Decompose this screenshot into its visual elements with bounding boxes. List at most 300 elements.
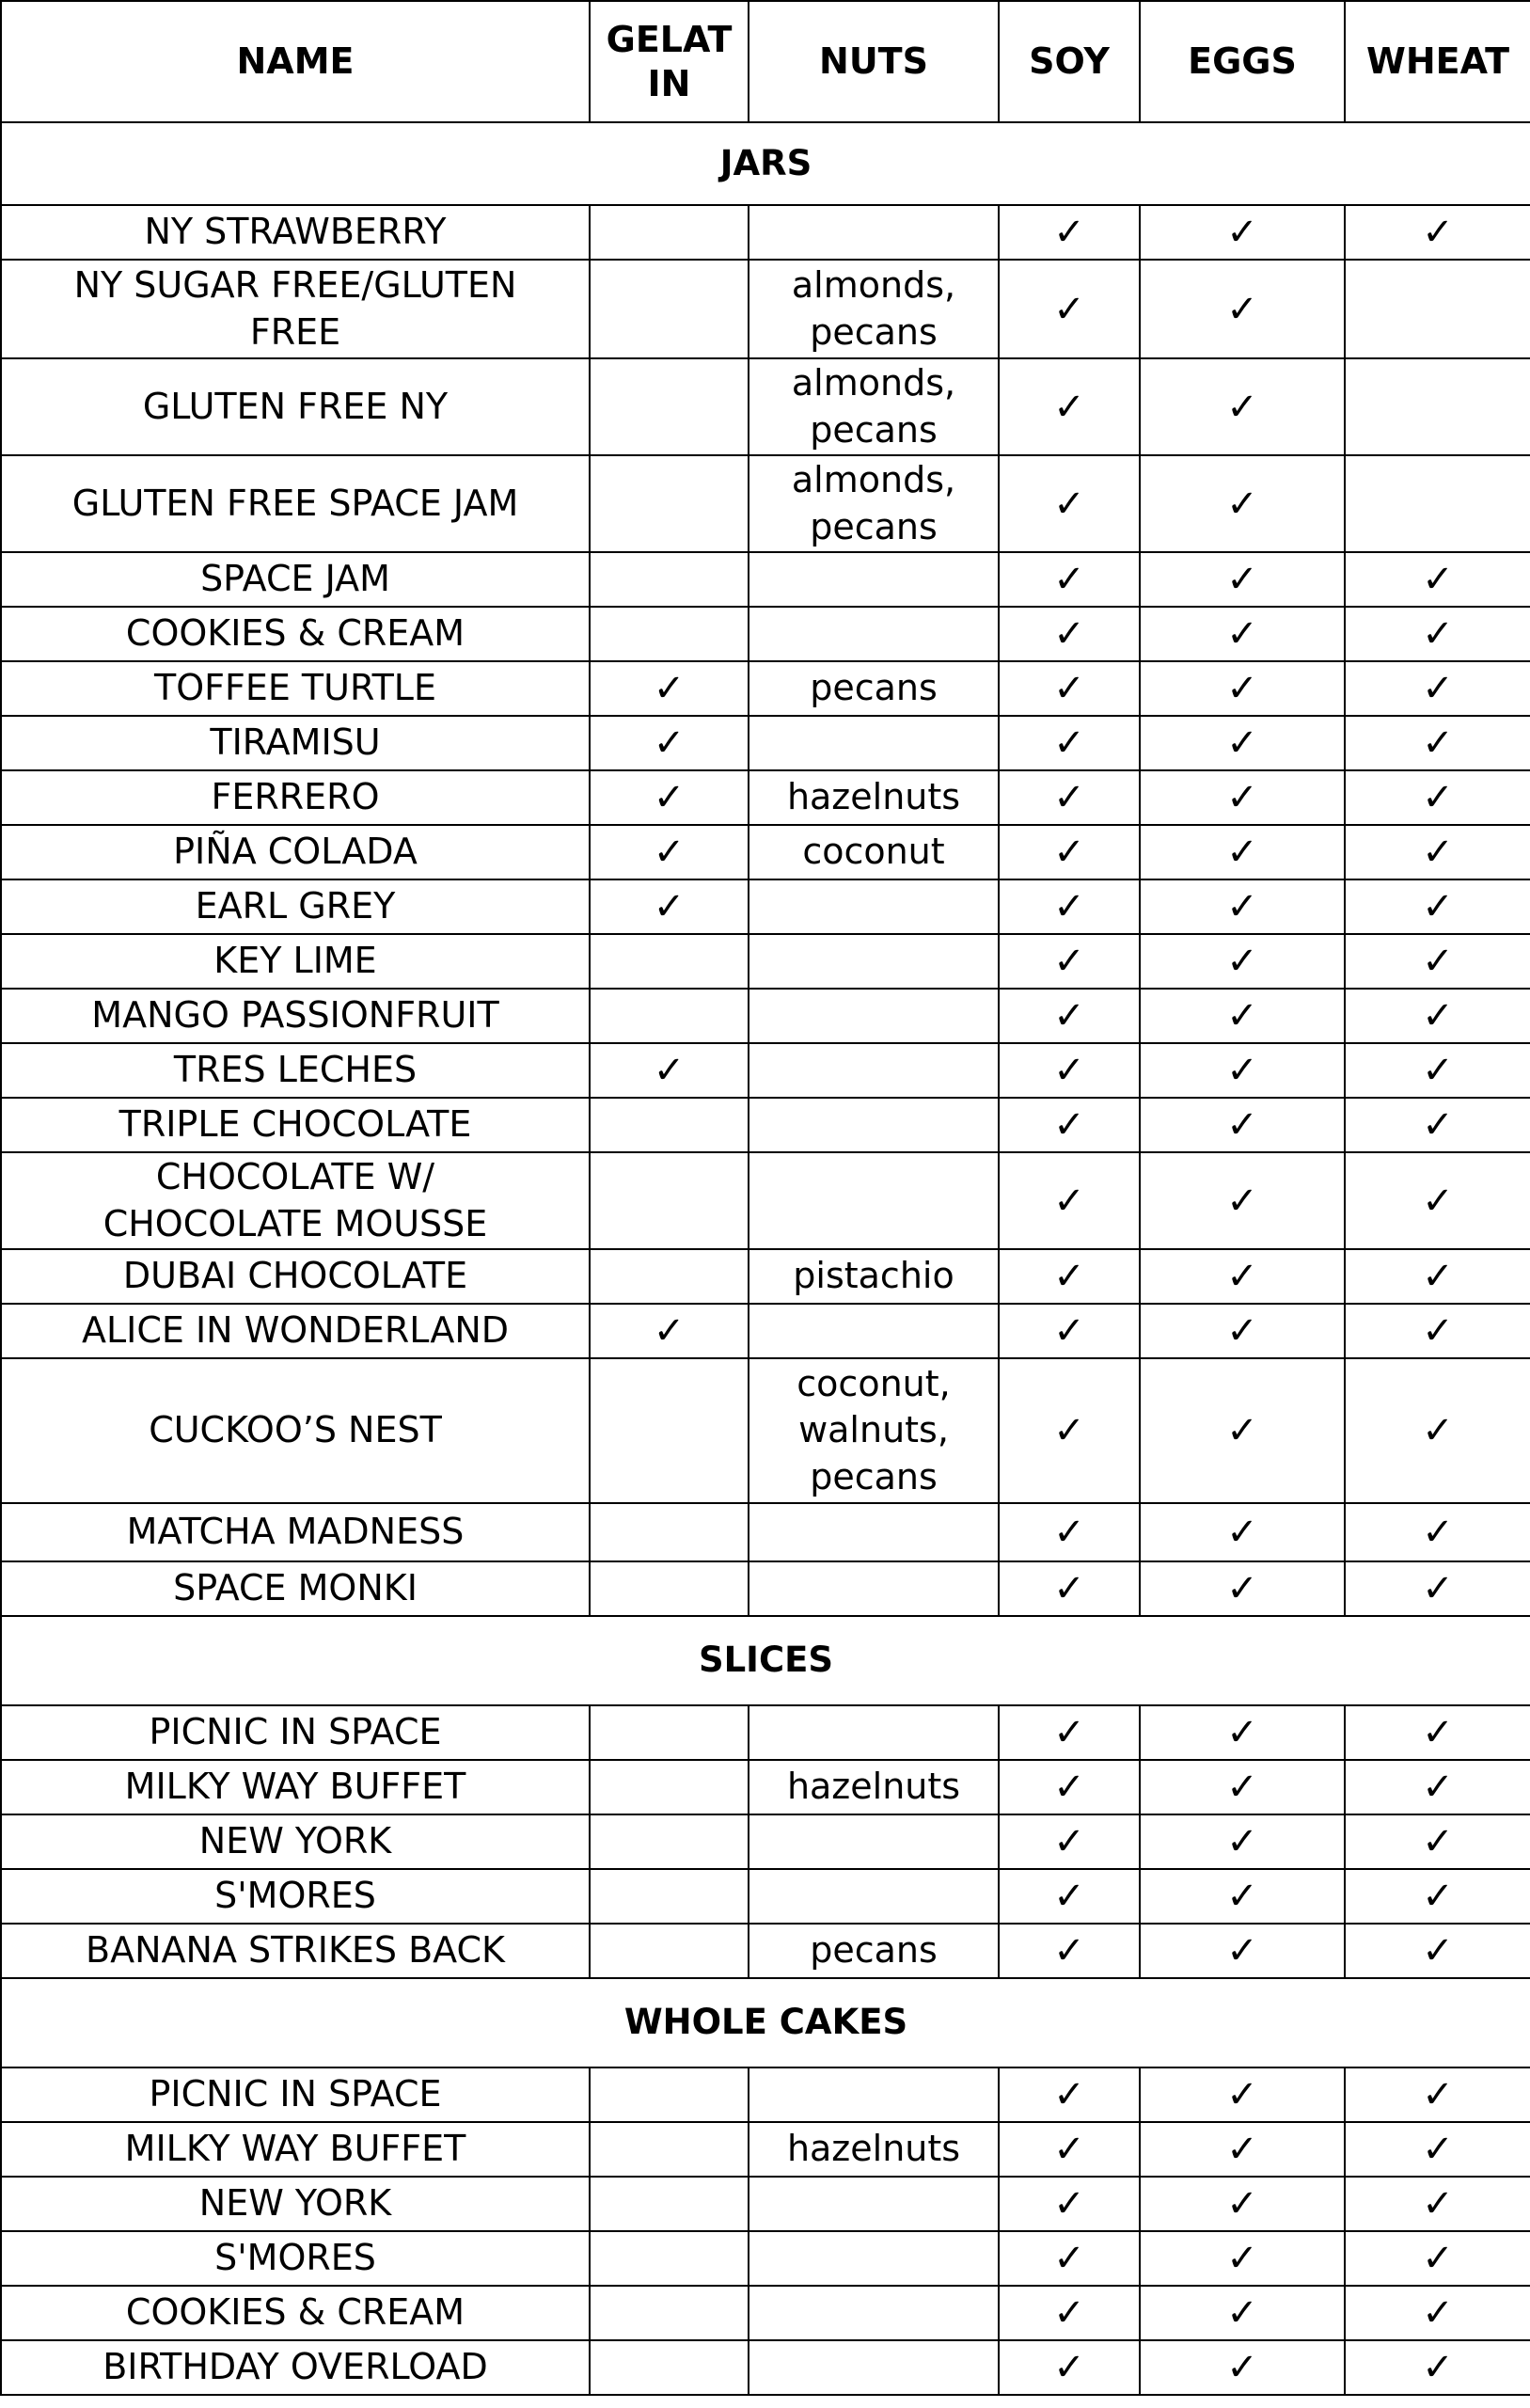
gelatin-cell: [590, 989, 749, 1043]
nuts-cell: [749, 2286, 999, 2340]
table-row: [1, 825, 1530, 879]
check-mark: ✓: [1422, 1875, 1454, 1918]
check-mark: ✓: [1053, 1511, 1085, 1554]
check-mark: ✓: [1226, 2182, 1258, 2226]
eggs-cell: [1140, 1705, 1345, 1760]
check-mark: ✓: [1226, 1929, 1258, 1972]
check-mark: ✓: [1053, 2073, 1085, 2116]
eggs-cell: [1140, 2177, 1345, 2231]
eggs-cell: [1140, 1249, 1345, 1304]
table-row: [1, 2067, 1530, 2122]
check-mark: ✓: [1226, 1255, 1258, 1298]
check-mark: ✓: [1422, 2237, 1454, 2280]
eggs-cell: [1140, 1869, 1345, 1924]
check-mark: ✓: [1053, 1049, 1085, 1092]
eggs-cell: [1140, 205, 1345, 260]
item-name: COOKIES & CREAM: [1, 2286, 590, 2340]
nuts-cell: hazelnuts: [749, 1760, 999, 1814]
header-soy: SOY: [999, 1, 1140, 122]
table-row: [1, 1249, 1530, 1304]
check-mark: ✓: [1226, 1711, 1258, 1754]
check-mark: ✓: [1422, 1711, 1454, 1754]
gelatin-cell: [590, 1814, 749, 1869]
table-body: [1, 122, 1530, 2395]
check-mark: ✓: [1226, 721, 1258, 765]
check-mark: ✓: [1226, 1511, 1258, 1554]
table-row: [1, 2177, 1530, 2231]
check-mark: ✓: [1226, 1567, 1258, 1610]
table-row: [1, 358, 1530, 455]
nuts-cell: hazelnuts: [749, 2122, 999, 2177]
gelatin-cell: [590, 1249, 749, 1304]
nuts-cell: [749, 1503, 999, 1561]
check-mark: ✓: [1422, 1255, 1454, 1298]
wheat-cell: [1345, 989, 1530, 1043]
eggs-cell: [1140, 934, 1345, 989]
gelatin-cell: [590, 2340, 749, 2395]
eggs-cell: [1140, 260, 1345, 358]
wheat-cell: [1345, 1814, 1530, 1869]
check-mark: ✓: [653, 1049, 686, 1092]
item-name: NEW YORK: [1, 2177, 590, 2231]
eggs-cell: [1140, 1503, 1345, 1561]
wheat-cell: [1345, 1760, 1530, 1814]
section-row: [1, 122, 1530, 205]
soy-cell: [999, 934, 1140, 989]
wheat-cell: [1345, 1043, 1530, 1098]
soy-cell: [999, 1358, 1140, 1503]
eggs-cell: [1140, 1561, 1345, 1616]
gelatin-cell: [590, 552, 749, 607]
item-name: SPACE MONKI: [1, 1561, 590, 1616]
item-name: DUBAI CHOCOLATE: [1, 1249, 590, 1304]
wheat-cell: [1345, 260, 1530, 358]
gelatin-cell: [590, 1043, 749, 1098]
eggs-cell: [1140, 989, 1345, 1043]
nuts-cell: [749, 716, 999, 770]
soy-cell: [999, 455, 1140, 552]
nuts-cell: [749, 934, 999, 989]
soy-cell: [999, 1249, 1140, 1304]
soy-cell: [999, 1043, 1140, 1098]
table-row: [1, 1705, 1530, 1760]
table-row: [1, 205, 1530, 260]
header-wheat: WHEAT: [1345, 1, 1530, 122]
nuts-cell: hazelnuts: [749, 770, 999, 825]
eggs-cell: [1140, 552, 1345, 607]
item-name: GLUTEN FREE NY: [1, 358, 590, 455]
nuts-cell: almonds, pecans: [749, 455, 999, 552]
check-mark: ✓: [1422, 558, 1454, 601]
item-name: MANGO PASSIONFRUIT: [1, 989, 590, 1043]
wheat-cell: [1345, 2231, 1530, 2286]
check-mark: ✓: [1226, 2237, 1258, 2280]
check-mark: ✓: [1053, 612, 1085, 656]
item-name: SPACE JAM: [1, 552, 590, 607]
soy-cell: [999, 989, 1140, 1043]
item-name: GLUTEN FREE SPACE JAM: [1, 455, 590, 552]
wheat-cell: [1345, 358, 1530, 455]
wheat-cell: [1345, 661, 1530, 716]
eggs-cell: [1140, 825, 1345, 879]
wheat-cell: [1345, 455, 1530, 552]
table-row: [1, 2231, 1530, 2286]
soy-cell: [999, 770, 1140, 825]
table-row: [1, 1358, 1530, 1503]
soy-cell: [999, 1924, 1140, 1978]
item-name: PICNIC IN SPACE: [1, 1705, 590, 1760]
item-name: MILKY WAY BUFFET: [1, 2122, 590, 2177]
nuts-cell: [749, 879, 999, 934]
check-mark: ✓: [1422, 612, 1454, 656]
gelatin-cell: [590, 2177, 749, 2231]
eggs-cell: [1140, 879, 1345, 934]
section-row: [1, 1616, 1530, 1705]
table-row: [1, 879, 1530, 934]
eggs-cell: [1140, 2340, 1345, 2395]
check-mark: ✓: [1422, 1567, 1454, 1610]
gelatin-cell: [590, 1561, 749, 1616]
gelatin-cell: [590, 607, 749, 661]
eggs-cell: [1140, 1358, 1345, 1503]
item-name: COOKIES & CREAM: [1, 607, 590, 661]
soy-cell: [999, 1814, 1140, 1869]
nuts-cell: [749, 1098, 999, 1152]
check-mark: ✓: [1053, 2291, 1085, 2335]
table-row: [1, 661, 1530, 716]
header-gelatin: [590, 1, 749, 122]
item-name: S'MORES: [1, 2231, 590, 2286]
item-name: S'MORES: [1, 1869, 590, 1924]
wheat-cell: [1345, 1249, 1530, 1304]
nuts-cell: [749, 607, 999, 661]
check-mark: ✓: [1053, 776, 1085, 819]
table-row: [1, 1869, 1530, 1924]
wheat-cell: [1345, 1304, 1530, 1358]
check-mark: ✓: [1053, 1820, 1085, 1863]
gelatin-cell: [590, 934, 749, 989]
soy-cell: [999, 825, 1140, 879]
wheat-cell: [1345, 934, 1530, 989]
check-mark: ✓: [1226, 482, 1258, 526]
check-mark: ✓: [1226, 1409, 1258, 1452]
wheat-cell: [1345, 1561, 1530, 1616]
table-row: [1, 2122, 1530, 2177]
check-mark: ✓: [1226, 2128, 1258, 2171]
eggs-cell: [1140, 770, 1345, 825]
item-name: MILKY WAY BUFFET: [1, 1760, 590, 1814]
check-mark: ✓: [1422, 1049, 1454, 1092]
soy-cell: [999, 607, 1140, 661]
gelatin-cell: [590, 1098, 749, 1152]
nuts-cell: almonds, pecans: [749, 260, 999, 358]
nuts-cell: pistachio: [749, 1249, 999, 1304]
check-mark: ✓: [1053, 2182, 1085, 2226]
table-row: [1, 2340, 1530, 2395]
soy-cell: [999, 1098, 1140, 1152]
check-mark: ✓: [1422, 1929, 1454, 1972]
gelatin-cell: [590, 1924, 749, 1978]
check-mark: ✓: [1053, 994, 1085, 1038]
table-row: [1, 770, 1530, 825]
check-mark: ✓: [653, 1309, 686, 1353]
check-mark: ✓: [1226, 776, 1258, 819]
eggs-cell: [1140, 1924, 1345, 1978]
check-mark: ✓: [1422, 940, 1454, 983]
table-row: [1, 1561, 1530, 1616]
eggs-cell: [1140, 1760, 1345, 1814]
nuts-cell: [749, 989, 999, 1043]
soy-cell: [999, 1304, 1140, 1358]
gelatin-cell: [590, 358, 749, 455]
gelatin-cell: [590, 879, 749, 934]
check-mark: ✓: [1422, 1511, 1454, 1554]
check-mark: ✓: [1053, 1103, 1085, 1147]
item-name: CHOCOLATE W/ CHOCOLATE MOUSSE: [1, 1152, 590, 1249]
check-mark: ✓: [1053, 558, 1085, 601]
table-row: [1, 1304, 1530, 1358]
wheat-cell: [1345, 825, 1530, 879]
check-mark: ✓: [653, 776, 686, 819]
gelatin-cell: [590, 1705, 749, 1760]
soy-cell: [999, 661, 1140, 716]
wheat-cell: [1345, 1705, 1530, 1760]
item-name: BIRTHDAY OVERLOAD: [1, 2340, 590, 2395]
check-mark: ✓: [1226, 667, 1258, 710]
nuts-cell: [749, 205, 999, 260]
item-name: PICNIC IN SPACE: [1, 2067, 590, 2122]
check-mark: ✓: [1226, 885, 1258, 928]
soy-cell: [999, 2340, 1140, 2395]
check-mark: ✓: [1422, 1103, 1454, 1147]
eggs-cell: [1140, 455, 1345, 552]
check-mark: ✓: [1226, 1049, 1258, 1092]
check-mark: ✓: [1053, 1255, 1085, 1298]
check-mark: ✓: [653, 721, 686, 765]
gelatin-cell: [590, 1358, 749, 1503]
soy-cell: [999, 1705, 1140, 1760]
check-mark: ✓: [653, 667, 686, 710]
item-name: FERRERO: [1, 770, 590, 825]
check-mark: ✓: [1226, 1875, 1258, 1918]
check-mark: ✓: [1422, 831, 1454, 874]
gelatin-cell: [590, 2122, 749, 2177]
check-mark: ✓: [1422, 1820, 1454, 1863]
wheat-cell: [1345, 770, 1530, 825]
gelatin-cell: [590, 1869, 749, 1924]
check-mark: ✓: [1053, 2237, 1085, 2280]
soy-cell: [999, 2067, 1140, 2122]
eggs-cell: [1140, 1814, 1345, 1869]
soy-cell: [999, 205, 1140, 260]
table-row: [1, 552, 1530, 607]
check-mark: ✓: [1226, 831, 1258, 874]
item-name: ALICE IN WONDERLAND: [1, 1304, 590, 1358]
table-row: [1, 455, 1530, 552]
check-mark: ✓: [1053, 1409, 1085, 1452]
table-row: [1, 260, 1530, 358]
nuts-cell: [749, 1043, 999, 1098]
section-title: SLICES: [1, 1616, 1530, 1705]
header-nuts: NUTS: [749, 1, 999, 122]
section-title: JARS: [1, 122, 1530, 205]
table-row: [1, 989, 1530, 1043]
check-mark: ✓: [1422, 2182, 1454, 2226]
wheat-cell: [1345, 2286, 1530, 2340]
wheat-cell: [1345, 2067, 1530, 2122]
nuts-cell: [749, 1814, 999, 1869]
check-mark: ✓: [1053, 482, 1085, 526]
wheat-cell: [1345, 205, 1530, 260]
nuts-cell: [749, 2177, 999, 2231]
eggs-cell: [1140, 716, 1345, 770]
item-name: CUCKOO’S NEST: [1, 1358, 590, 1503]
eggs-cell: [1140, 1043, 1345, 1098]
nuts-cell: [749, 1561, 999, 1616]
soy-cell: [999, 1152, 1140, 1249]
soy-cell: [999, 260, 1140, 358]
check-mark: ✓: [1422, 994, 1454, 1038]
eggs-cell: [1140, 661, 1345, 716]
item-name: EARL GREY: [1, 879, 590, 934]
soy-cell: [999, 2177, 1140, 2231]
check-mark: ✓: [1226, 2073, 1258, 2116]
gelatin-cell: [590, 1503, 749, 1561]
wheat-cell: [1345, 1098, 1530, 1152]
nuts-cell: almonds, pecans: [749, 358, 999, 455]
gelatin-cell: [590, 1152, 749, 1249]
check-mark: ✓: [1422, 2346, 1454, 2389]
item-name: NY STRAWBERRY: [1, 205, 590, 260]
check-mark: ✓: [1226, 211, 1258, 254]
nuts-cell: [749, 1152, 999, 1249]
nuts-cell: [749, 1304, 999, 1358]
check-mark: ✓: [1053, 211, 1085, 254]
check-mark: ✓: [1226, 1103, 1258, 1147]
table-row: [1, 1760, 1530, 1814]
section-row: [1, 1978, 1530, 2067]
nuts-cell: coconut: [749, 825, 999, 879]
table-row: [1, 607, 1530, 661]
eggs-cell: [1140, 1304, 1345, 1358]
check-mark: ✓: [1053, 1567, 1085, 1610]
eggs-cell: [1140, 2067, 1345, 2122]
eggs-cell: [1140, 358, 1345, 455]
soy-cell: [999, 1503, 1140, 1561]
check-mark: ✓: [1053, 385, 1085, 429]
nuts-cell: pecans: [749, 1924, 999, 1978]
soy-cell: [999, 1869, 1140, 1924]
check-mark: ✓: [1053, 885, 1085, 928]
check-mark: ✓: [1226, 2346, 1258, 2389]
gelatin-cell: [590, 1760, 749, 1814]
table-row: [1, 1152, 1530, 1249]
check-mark: ✓: [1422, 2073, 1454, 2116]
check-mark: ✓: [1422, 885, 1454, 928]
header-name: NAME: [1, 1, 590, 122]
gelatin-cell: [590, 455, 749, 552]
check-mark: ✓: [1226, 558, 1258, 601]
wheat-cell: [1345, 607, 1530, 661]
nuts-cell: [749, 2340, 999, 2395]
item-name: MATCHA MADNESS: [1, 1503, 590, 1561]
wheat-cell: [1345, 552, 1530, 607]
item-name: TRES LECHES: [1, 1043, 590, 1098]
nuts-cell: [749, 2231, 999, 2286]
nuts-cell: [749, 1869, 999, 1924]
check-mark: ✓: [1053, 287, 1085, 331]
table-row: [1, 1043, 1530, 1098]
table-row: [1, 2286, 1530, 2340]
eggs-cell: [1140, 1098, 1345, 1152]
item-name: BANANA STRIKES BACK: [1, 1924, 590, 1978]
check-mark: ✓: [1053, 721, 1085, 765]
check-mark: ✓: [1422, 1309, 1454, 1353]
soy-cell: [999, 879, 1140, 934]
check-mark: ✓: [1226, 1179, 1258, 1223]
soy-cell: [999, 716, 1140, 770]
soy-cell: [999, 2286, 1140, 2340]
soy-cell: [999, 1561, 1140, 1616]
nuts-cell: [749, 1705, 999, 1760]
check-mark: ✓: [1053, 1929, 1085, 1972]
nuts-cell: [749, 2067, 999, 2122]
check-mark: ✓: [1053, 1875, 1085, 1918]
check-mark: ✓: [1226, 1309, 1258, 1353]
table-row: [1, 1503, 1530, 1561]
check-mark: ✓: [1053, 1309, 1085, 1353]
eggs-cell: [1140, 2122, 1345, 2177]
wheat-cell: [1345, 1869, 1530, 1924]
eggs-cell: [1140, 2231, 1345, 2286]
table-row: [1, 1924, 1530, 1978]
check-mark: ✓: [1422, 776, 1454, 819]
header-row: [1, 1, 1530, 122]
header-gelatin-line-1: GELAT: [606, 19, 733, 61]
gelatin-cell: [590, 2067, 749, 2122]
check-mark: ✓: [1226, 612, 1258, 656]
check-mark: ✓: [1422, 211, 1454, 254]
gelatin-cell: [590, 260, 749, 358]
check-mark: ✓: [1422, 1766, 1454, 1809]
nuts-cell: pecans: [749, 661, 999, 716]
gelatin-cell: [590, 2231, 749, 2286]
check-mark: ✓: [1053, 831, 1085, 874]
eggs-cell: [1140, 2286, 1345, 2340]
check-mark: ✓: [1226, 1766, 1258, 1809]
header-gelatin-line-2: IN: [647, 62, 691, 104]
item-name: NY SUGAR FREE/GLUTEN FREE: [1, 260, 590, 358]
wheat-cell: [1345, 879, 1530, 934]
wheat-cell: [1345, 2122, 1530, 2177]
check-mark: ✓: [1422, 721, 1454, 765]
check-mark: ✓: [1053, 2128, 1085, 2171]
check-mark: ✓: [653, 831, 686, 874]
check-mark: ✓: [1226, 994, 1258, 1038]
wheat-cell: [1345, 716, 1530, 770]
table-row: [1, 1098, 1530, 1152]
check-mark: ✓: [1422, 2291, 1454, 2335]
check-mark: ✓: [1422, 667, 1454, 710]
check-mark: ✓: [1226, 2291, 1258, 2335]
table-row: [1, 934, 1530, 989]
check-mark: ✓: [1422, 1409, 1454, 1452]
nuts-cell: [749, 552, 999, 607]
soy-cell: [999, 552, 1140, 607]
gelatin-cell: [590, 1304, 749, 1358]
table-row: [1, 1814, 1530, 1869]
check-mark: ✓: [1053, 1711, 1085, 1754]
